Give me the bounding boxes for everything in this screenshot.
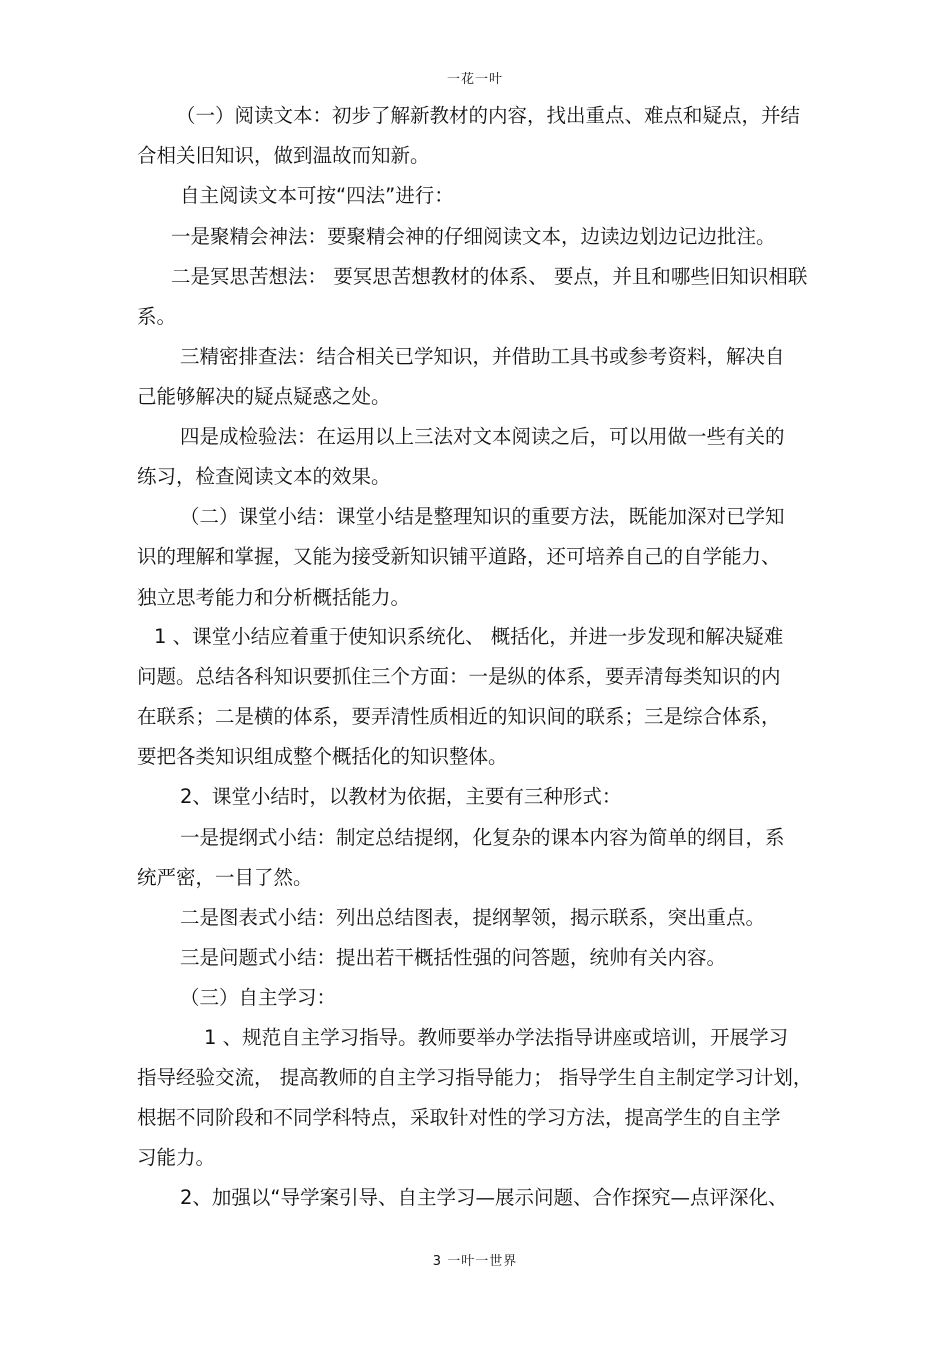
text-line: （二）课堂小结：课堂小结是整理知识的重要方法，既能加深对已学知 bbox=[180, 505, 785, 528]
text-line: 四是成检验法：在运用以上三法对文本阅读之后，可以用做一些有关的 bbox=[180, 425, 785, 448]
text-line: 统严密，一目了然。 bbox=[137, 866, 313, 889]
text-line: 合相关旧知识，做到温故而知新。 bbox=[137, 144, 430, 167]
text-line: 二是图表式小结：列出总结图表，提纲挈领，揭示联系，突出重点。 bbox=[180, 906, 766, 929]
text-line: 1 、课堂小结应着重于使知识系统化、 概括化，并进一步发现和解决疑难 bbox=[154, 625, 784, 648]
text-line: 1 、规范自主学习指导。教师要举办学法指导讲座或培训，开展学习 bbox=[204, 1026, 789, 1049]
text-line: 自主阅读文本可按“四法”进行： bbox=[180, 184, 454, 207]
text-line: 根据不同阶段和不同学科特点，采取针对性的学习方法，提高学生的自主学 bbox=[137, 1106, 781, 1129]
text-line: 2、加强以“导学案引导、自主学习—展示问题、合作探究—点评深化、 bbox=[180, 1186, 788, 1209]
text-line: 三精密排查法：结合相关已学知识，并借助工具书或参考资料，解决自 bbox=[180, 345, 785, 368]
text-line: 二是冥思苦想法： 要冥思苦想教材的体系、 要点，并且和哪些旧知识相联 bbox=[171, 265, 808, 288]
text-line: 在联系；二是横的体系，要弄清性质相近的知识间的联系；三是综合体系， bbox=[137, 705, 781, 728]
text-line: 一是聚精会神法：要聚精会神的仔细阅读文本，边读边划边记边批注。 bbox=[171, 225, 776, 248]
page-header: 一花一叶 bbox=[446, 72, 503, 87]
text-line: 系。 bbox=[137, 305, 177, 328]
text-line: （三）自主学习： bbox=[180, 986, 337, 1009]
text-line: 识的理解和掌握，又能为接受新知识铺平道路，还可培养自己的自学能力、 bbox=[137, 545, 781, 568]
text-line: 练习，检查阅读文本的效果。 bbox=[137, 465, 391, 488]
text-line: 己能够解决的疑点疑惑之处。 bbox=[137, 385, 391, 408]
text-line: 要把各类知识组成整个概括化的知识整体。 bbox=[137, 745, 508, 768]
text-line: 问题。总结各科知识要抓住三个方面：一是纵的体系，要弄清每类知识的内 bbox=[137, 665, 781, 688]
text-line: 三是问题式小结：提出若干概括性强的问答题，统帅有关内容。 bbox=[180, 946, 727, 969]
text-line: 指导经验交流， 提高教师的自主学习指导能力； 指导学生自主制定学习计划， bbox=[137, 1066, 813, 1089]
text-line: 习能力。 bbox=[137, 1146, 216, 1169]
text-line: （一）阅读文本：初步了解新教材的内容，找出重点、难点和疑点，并结 bbox=[176, 104, 801, 127]
text-line: 一是提纲式小结：制定总结提纲，化复杂的课本内容为简单的纲目，系 bbox=[180, 826, 785, 849]
page-footer: 3 一叶一世界 bbox=[432, 1254, 518, 1269]
text-line: 2、课堂小结时，以教材为依据，主要有三种形式： bbox=[180, 785, 622, 808]
text-line: 独立思考能力和分析概括能力。 bbox=[137, 586, 411, 609]
